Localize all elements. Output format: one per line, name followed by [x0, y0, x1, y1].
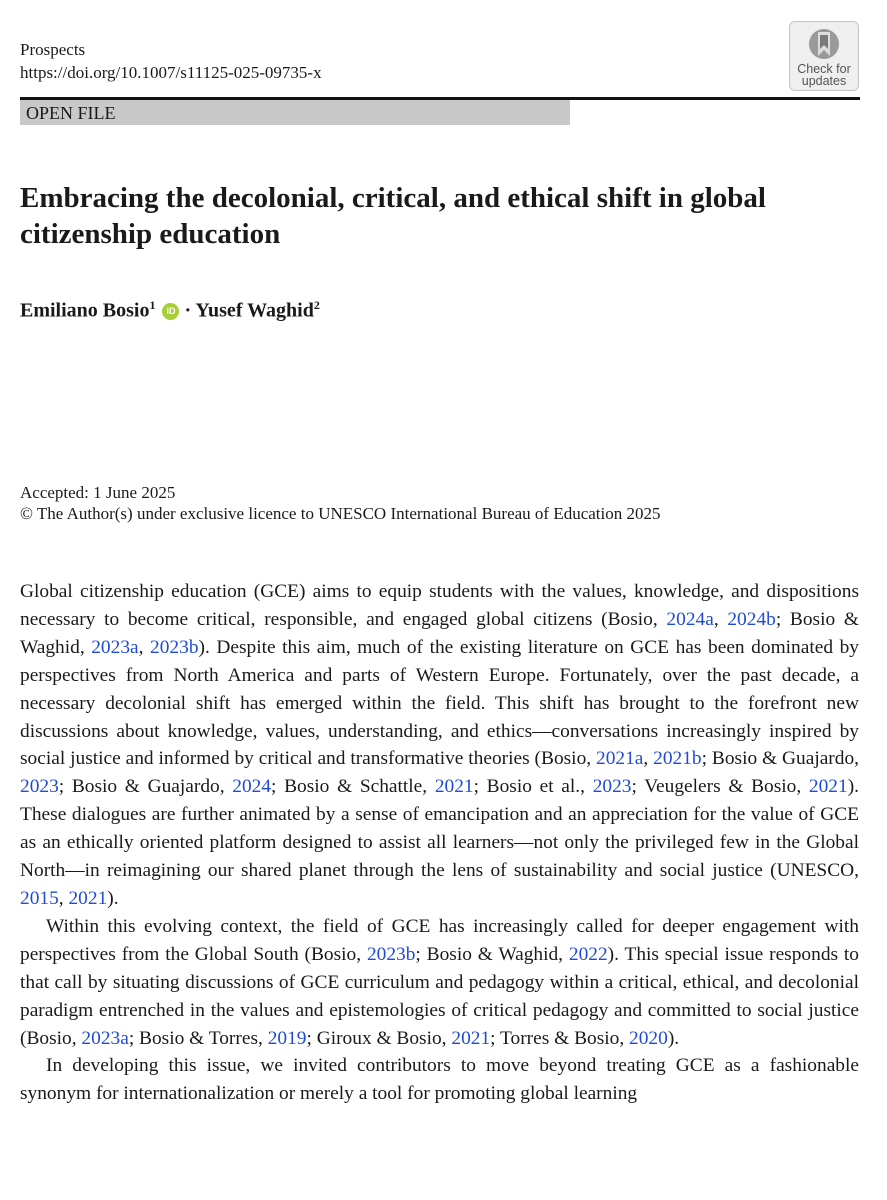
article-meta — [20, 482, 661, 524]
paragraph-text: ; Bosio & Waghid, — [415, 943, 569, 965]
paragraph-text: ; Bosio & Guajardo, — [58, 776, 233, 798]
citation-link[interactable]: 2021b — [653, 748, 702, 770]
citation-link[interactable]: 2020 — [629, 1027, 668, 1049]
author-name[interactable]: Yusef Waghid — [195, 299, 314, 322]
citation-link[interactable]: 2023a — [81, 1027, 129, 1049]
citation-link[interactable]: 2021 — [808, 776, 848, 798]
citation-link[interactable]: 2023 — [20, 776, 59, 798]
paragraph-text: , — [138, 636, 151, 658]
citation-link[interactable]: 2023 — [592, 776, 632, 798]
paragraph-text: Global citizenship education (GCE) aims to equip students with the values, knowledge, and dispositions necessary to become critical, responsible, and engaged global citizens (Bosio, — [20, 581, 859, 630]
check-for-updates-badge[interactable] — [789, 21, 859, 91]
author-separator: · — [184, 299, 192, 322]
copyright-line: © The Author(s) under exclusive licence to UNESCO International Bureau of Education 2025 — [20, 504, 661, 523]
paragraph-text: ). This special issue responds to that call by situating discussions of GCE curriculum and pedagogy within a critical, ethical, and decolonial paradigm entrenched in the values and epistemologies of critical pedagogy and committed to social justice (Bosio, — [20, 943, 859, 1049]
affiliation-mark: 1 — [149, 298, 156, 312]
citation-link[interactable]: 2019 — [267, 1027, 307, 1049]
badge-line-2: updates — [801, 74, 847, 88]
paragraph-text: ; Bosio & Schattle, — [271, 776, 435, 798]
doi-link[interactable]: https://doi.org/10.1007/s11125-025-09735-x — [20, 63, 322, 82]
paragraph-text: ). Despite this aim, much of the existing literature on GCE has been dominated by perspectives from North America and parts of Western Europe. Fortunately, over the past decade, a necessary decolonial shift has emerged within the field. This shift has brought to the forefront new discussions about knowledge, values, understanding, and ethics—conversations increasingly inspired by social justice and informed by critical and transformative theories (Bosio, — [20, 636, 859, 770]
paragraph-text: ). — [107, 887, 119, 909]
paragraph-text: In developing this issue, we invited contributors to move beyond treating GCE as a fashionable synonym for internationalization or merely a tool for promoting global learning — [20, 1055, 859, 1105]
citation-link[interactable]: 2015 — [20, 887, 59, 909]
citation-link[interactable]: 2023b — [150, 636, 199, 658]
paragraph-text: ; Torres & Bosio, — [490, 1027, 630, 1049]
citation-link[interactable]: 2021 — [434, 776, 474, 798]
article-title: Embracing the decolonial, critical, and ethical shift in global citizenship education — [20, 182, 766, 250]
paragraph-text: ; Veugelers & Bosio, — [631, 776, 809, 798]
paragraph-text: , — [58, 887, 69, 909]
accepted-date: Accepted: 1 June 2025 — [20, 483, 176, 502]
paragraph-text: ). — [667, 1027, 680, 1049]
journal-header — [20, 38, 322, 84]
paragraph-text: ; Bosio & Torres, — [128, 1027, 268, 1049]
citation-link[interactable]: 2023b — [366, 943, 416, 965]
paragraph-text: ; Bosio & Guajardo, — [701, 748, 860, 770]
citation-link[interactable]: 2024b — [727, 608, 776, 630]
author-list — [20, 291, 320, 325]
section-label: OPEN FILE — [20, 100, 570, 125]
paragraph-text: ; Bosio & Waghid, — [20, 608, 859, 658]
body-paragraph — [20, 1052, 859, 1108]
citation-link[interactable]: 2023a — [91, 636, 139, 658]
paragraph-text: ). These dialogues are further animated by a sense of emancipation and an appreciation for the value of GCE as an ethically oriented platform designed to assist all learners—not only the privileged few in the Global North—in reimagining our shared planet through the lens of sustainability and social justice (UNESCO, — [20, 776, 859, 882]
citation-link[interactable]: 2024 — [232, 776, 272, 798]
paragraph-text: ; Bosio et al., — [473, 776, 593, 798]
article-body — [20, 578, 859, 1108]
orcid-icon[interactable]: iD — [162, 303, 179, 320]
journal-name: Prospects — [20, 40, 86, 59]
citation-link[interactable]: 2024a — [666, 608, 714, 630]
citation-link[interactable]: 2021 — [68, 887, 108, 909]
badge-line-1: Check for — [797, 62, 851, 76]
author-name[interactable]: Emiliano Bosio — [20, 299, 150, 322]
paragraph-text: ; Giroux & Bosio, — [306, 1027, 452, 1049]
citation-link[interactable]: 2022 — [568, 943, 608, 965]
paragraph-text: , — [643, 748, 654, 770]
citation-link[interactable]: 2021a — [596, 748, 644, 770]
paragraph-text: Within this evolving context, the field of GCE has increasingly called for deeper engagement with perspectives from the Global South (Bosio, — [20, 915, 859, 965]
body-paragraph — [20, 578, 859, 913]
paragraph-text: , — [713, 608, 728, 630]
bookmark-icon — [807, 27, 841, 63]
body-paragraph — [20, 913, 859, 1053]
citation-link[interactable]: 2021 — [451, 1027, 491, 1049]
affiliation-mark: 2 — [313, 298, 320, 312]
